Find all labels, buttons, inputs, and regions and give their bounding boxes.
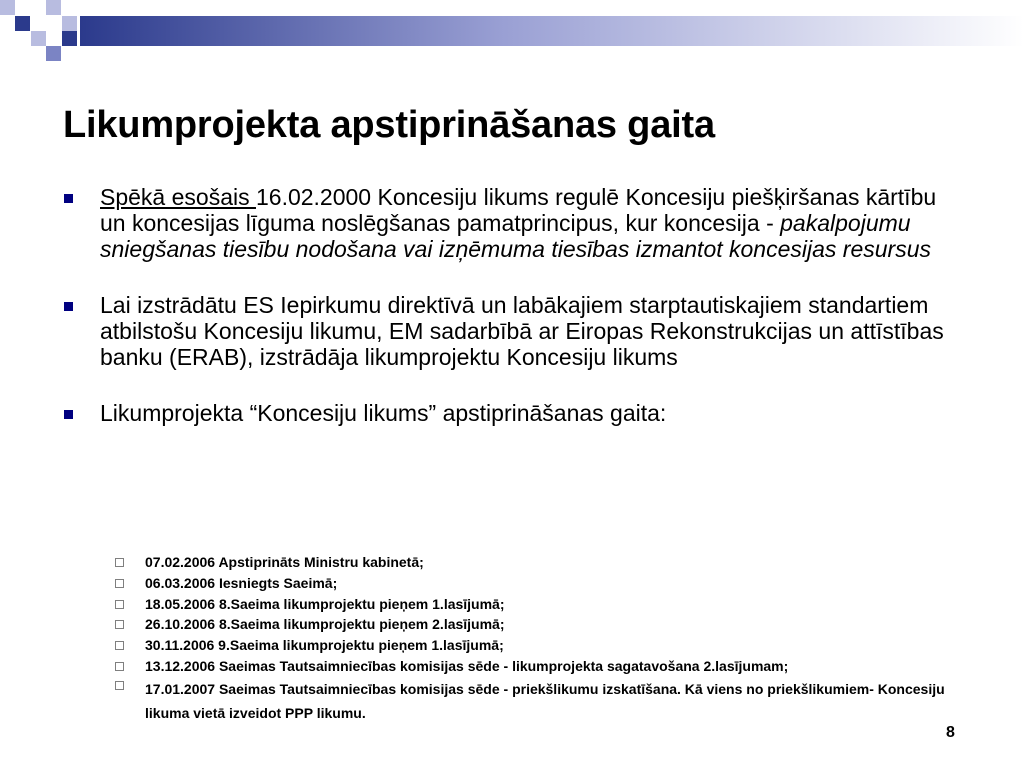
deco-square [62, 31, 77, 46]
bullet-underlined-text: Spēkā esošais [100, 184, 256, 210]
bullet-text: Lai izstrādātu ES Iepirkumu direktīvā un labākajiem starptautiskajiem standartiem atbilstošu Koncesiju likumu, EM sadarbībā ar Eiropas Rekonstrukcijas un attīstības banku (ERAB), izstrādāja likumprojektu Koncesiju likums [100, 292, 944, 370]
bullet-list [62, 184, 962, 426]
timeline-item [114, 614, 974, 635]
square-bullet-icon [64, 194, 73, 203]
timeline-item-text: 17.01.2007 Saeimas Tautsaimniecības komisijas sēde - priekšlikumu izskatīšana. Kā viens no priekšlikumiem- Koncesiju likuma vietā izveidot PPP likumu. [145, 680, 945, 721]
timeline-item [114, 594, 974, 615]
slide-title: Likumprojekta apstiprināšanas gaita [63, 104, 715, 146]
deco-square [62, 16, 77, 31]
bullet-italic-text: pakalpojumu sniegšanas tiesību nodošana vai izņēmuma tiesības izmantot koncesijas resursus [100, 210, 931, 262]
hollow-square-bullet-icon [115, 662, 124, 671]
deco-square [0, 0, 15, 15]
timeline-item-text: 30.11.2006 9.Saeima likumprojektu pieņem 1.lasījumā; [145, 637, 504, 654]
timeline-item [114, 656, 974, 677]
bullet-text: 16.02.2000 Koncesiju likums regulē Koncesiju piešķiršanas kārtību un koncesijas līguma noslēgšanas pamatprincipus, kur koncesija - [100, 184, 937, 236]
header-decoration [0, 0, 1024, 62]
header-gradient-bar [80, 16, 1024, 46]
bullet-item [62, 400, 962, 426]
deco-square [46, 0, 61, 15]
timeline-item-text: 07.02.2006 Apstiprināts Ministru kabinetā; [145, 554, 424, 570]
timeline-item [114, 677, 974, 725]
hollow-square-bullet-icon [115, 558, 124, 567]
deco-square [31, 31, 46, 46]
deco-square [15, 16, 30, 31]
square-bullet-icon [64, 302, 73, 311]
timeline-item-text: 13.12.2006 Saeimas Tautsaimniecības komisijas sēde - likumprojekta sagatavošana 2.lasījumam; [145, 657, 789, 674]
timeline-item [114, 635, 974, 656]
hollow-square-bullet-icon [115, 681, 124, 690]
hollow-square-bullet-icon [115, 579, 124, 588]
bullet-item [62, 292, 962, 370]
bullet-text: Likumprojekta “Koncesiju likums” apstiprināšanas gaita: [100, 400, 667, 426]
square-bullet-icon [64, 410, 73, 419]
deco-square [46, 46, 61, 61]
timeline-list [114, 552, 974, 725]
hollow-square-bullet-icon [115, 620, 124, 629]
hollow-square-bullet-icon [115, 600, 124, 609]
timeline-item-text: 18.05.2006 8.Saeima likumprojektu pieņem 1.lasījumā; [145, 595, 505, 612]
page-number: 8 [946, 724, 955, 741]
timeline-item-text: 26.10.2006 8.Saeima likumprojektu pieņem 2.lasījumā; [145, 616, 505, 633]
timeline-item-text: 06.03.2006 Iesniegts Saeimā; [145, 574, 338, 591]
timeline-item [114, 552, 974, 573]
hollow-square-bullet-icon [115, 641, 124, 650]
bullet-item [62, 184, 962, 262]
timeline-item [114, 573, 974, 594]
